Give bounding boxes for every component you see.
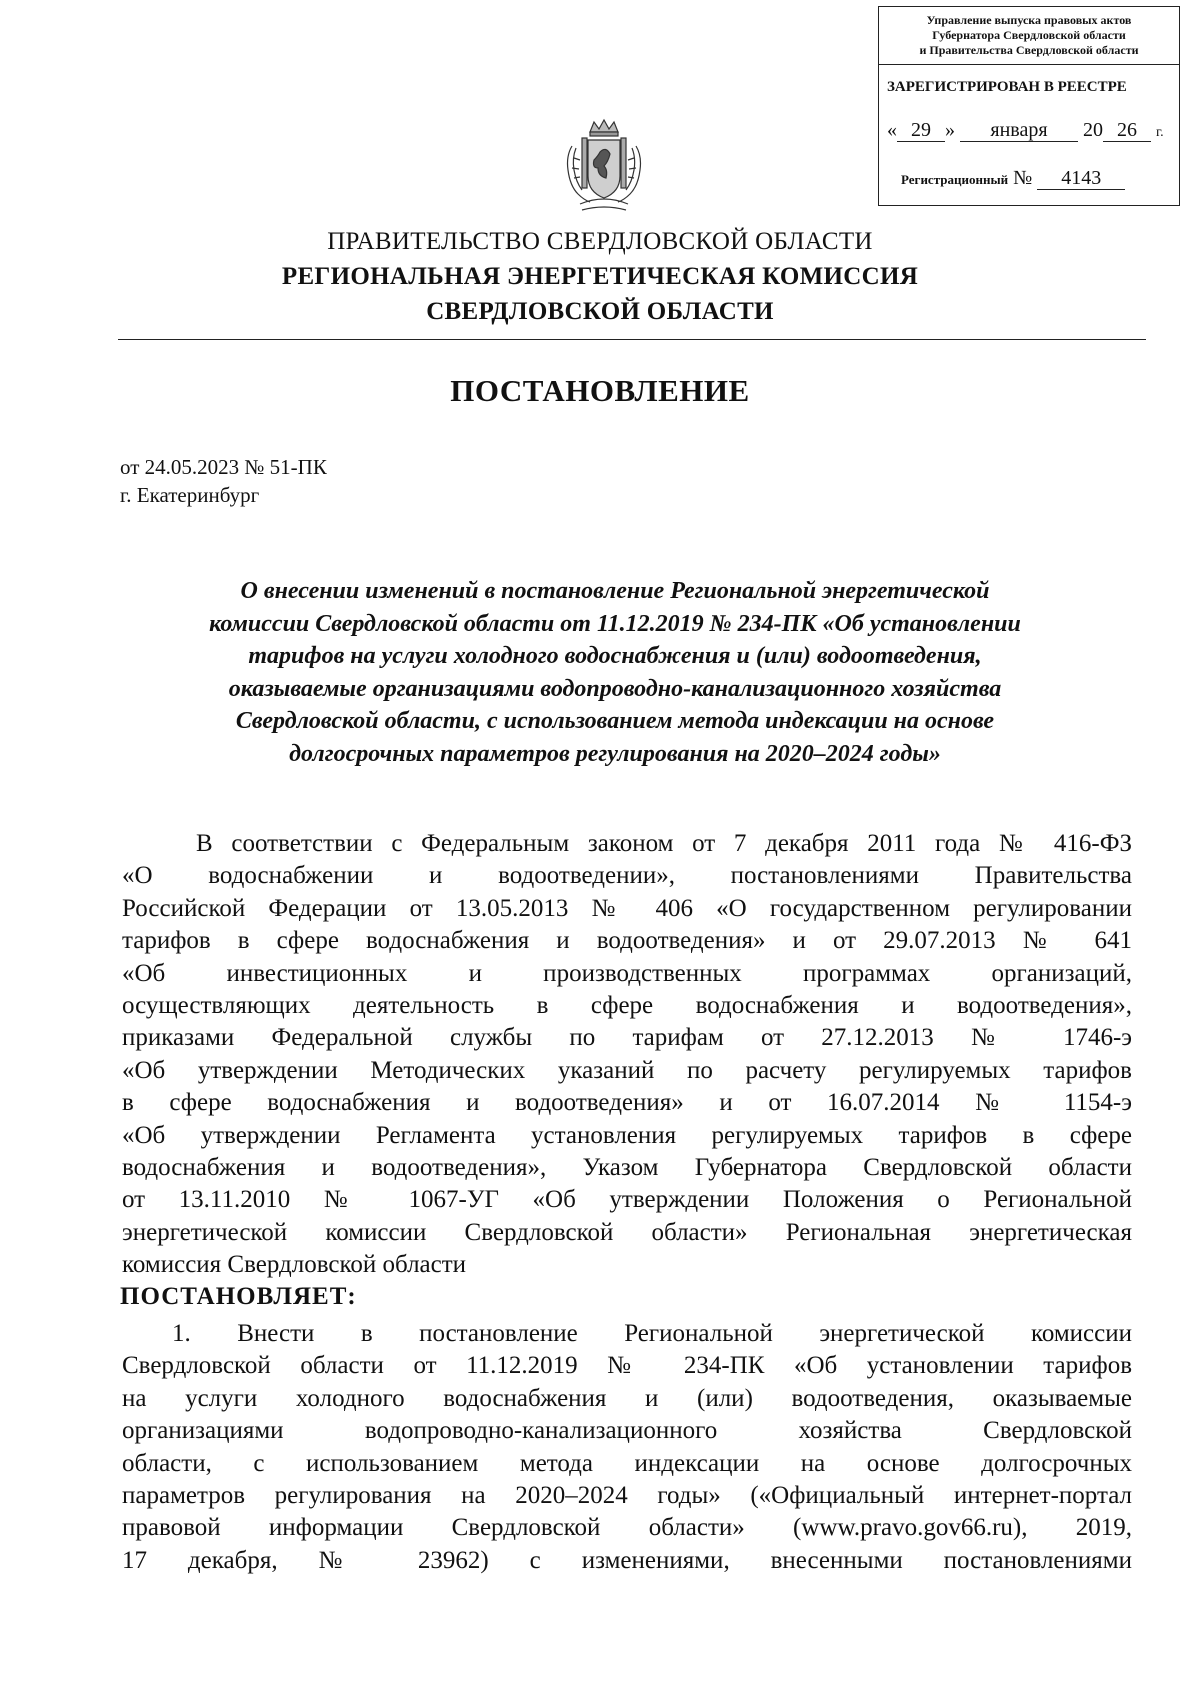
coat-of-arms-icon [560, 118, 648, 218]
item-line: Свердловской области от 11.12.2019 № 234-ПК «Об установлении тарифов [122, 1352, 1132, 1380]
stamp-year-suffix: 26 [1103, 119, 1151, 142]
item-line: на услуги холодного водоснабжения и (или) водоотведения, оказываемые [122, 1384, 1132, 1412]
header-divider [118, 339, 1146, 340]
item-line: области, с использованием метода индексации на основе долгосрочных [122, 1449, 1132, 1477]
government-name: ПРАВИТЕЛЬСТВО СВЕРДЛОВСКОЙ ОБЛАСТИ [327, 228, 873, 255]
decree-word: ПОСТАНОВЛЯЕТ: [120, 1283, 357, 1310]
commission-name-line1: РЕГИОНАЛЬНАЯ ЭНЕРГЕТИЧЕСКАЯ КОМИССИЯ [281, 263, 919, 290]
stamp-year-unit: г. [1156, 125, 1164, 140]
title-line: Свердловской области, с использованием метода индексации на основе [235, 708, 995, 735]
preamble-line: от 13.11.2010 № 1067-УГ «Об утверждении Положения о Региональной [122, 1186, 1132, 1214]
item-line: организациями водопроводно-канализационного хозяйства Свердловской [122, 1417, 1132, 1445]
stamp-reg-label: Регистрационный [901, 172, 1009, 187]
stamp-registered-label: ЗАРЕГИСТРИРОВАН В РЕЕСТРЕ [887, 79, 1127, 95]
stamp-reg-number: 4143 [1037, 167, 1125, 190]
item-line: 17 декабря, № 23962) с изменениями, внесенными постановлениями [122, 1546, 1132, 1574]
item-line: параметров регулирования на 2020–2024 годы» («Официальный интернет-портал [122, 1482, 1132, 1510]
stamp-header-line: Губернатора Свердловской области [932, 28, 1126, 42]
item-1-paragraph [122, 1318, 1132, 1577]
commission-name-line2: СВЕРДЛОВСКОЙ ОБЛАСТИ [426, 298, 774, 325]
document-date-number: от 24.05.2023 № 51-ПК [120, 455, 327, 479]
preamble-line: «Об инвестиционных и производственных программах организаций, [122, 959, 1132, 987]
preamble-line: энергетической комиссии Свердловской области» Региональная энергетическая [122, 1218, 1132, 1246]
title-line: тарифов на услуги холодного водоснабжения и (или) водоотведения, [248, 643, 982, 670]
preamble-line: в сфере водоснабжения и водоотведения» и от 16.07.2014 № 1154-э [122, 1089, 1132, 1117]
preamble-line: приказами Федеральной службы по тарифам от 27.12.2013 № 1746-э [122, 1024, 1132, 1052]
stamp-number-row [901, 167, 1125, 190]
preamble-line: Российской Федерации от 13.05.2013 № 406 «О государственном регулировании [122, 894, 1132, 922]
stamp-header [879, 7, 1179, 65]
preamble-line: водоснабжения и водоотведения», Указом Губернатора Свердловской области [122, 1154, 1132, 1182]
item-line: правовой информации Свердловской области» (www.pravo.gov66.ru), 2019, [122, 1514, 1132, 1542]
document-type: ПОСТАНОВЛЕНИЕ [450, 373, 750, 408]
document-title [120, 575, 1110, 771]
registration-stamp [878, 6, 1180, 206]
preamble-paragraph [122, 828, 1132, 1282]
title-line: оказываемые организациями водопроводно-канализационного хозяйства [228, 675, 1002, 702]
title-line: О внесении изменений в постановление Региональной энергетической [240, 578, 990, 604]
preamble-line: осуществляющих деятельность в сфере водоснабжения и водоотведения», [122, 992, 1132, 1020]
stamp-header-line: и Правительства Свердловской области [919, 43, 1139, 57]
stamp-date [887, 119, 1164, 142]
stamp-year-prefix: 20 [1083, 119, 1103, 141]
stamp-month: января [960, 119, 1078, 142]
preamble-line: комиссия Свердловской области [122, 1251, 467, 1279]
preamble-line: В соответствии с Федеральным законом от 7 декабря 2011 года № 416-ФЗ [196, 830, 1132, 857]
stamp-day: 29 [897, 119, 945, 142]
title-line: долгосрочных параметров регулирования на 2020–2024 годы» [289, 740, 941, 767]
document-city: г. Екатеринбург [120, 483, 260, 507]
stamp-quote-open: « [887, 119, 897, 141]
preamble-line: «О водоснабжении и водоотведении», постановлениями Правительства [122, 862, 1132, 890]
preamble-line: «Об утверждении Методических указаний по расчету регулируемых тарифов [122, 1056, 1132, 1084]
preamble-line: «Об утверждении Регламента установления регулируемых тарифов в сфере [122, 1121, 1132, 1149]
item-line: 1. Внести в постановление Региональной энергетической комиссии [172, 1320, 1132, 1347]
stamp-number-sign: № [1013, 167, 1033, 189]
stamp-header-line: Управление выпуска правовых актов [926, 13, 1132, 27]
title-line: комиссии Свердловской области от 11.12.2019 № 234-ПК «Об установлении [209, 610, 1021, 637]
preamble-line: тарифов в сфере водоснабжения и водоотведения» и от 29.07.2013 № 641 [122, 927, 1132, 955]
stamp-quote-close: » [945, 119, 955, 141]
